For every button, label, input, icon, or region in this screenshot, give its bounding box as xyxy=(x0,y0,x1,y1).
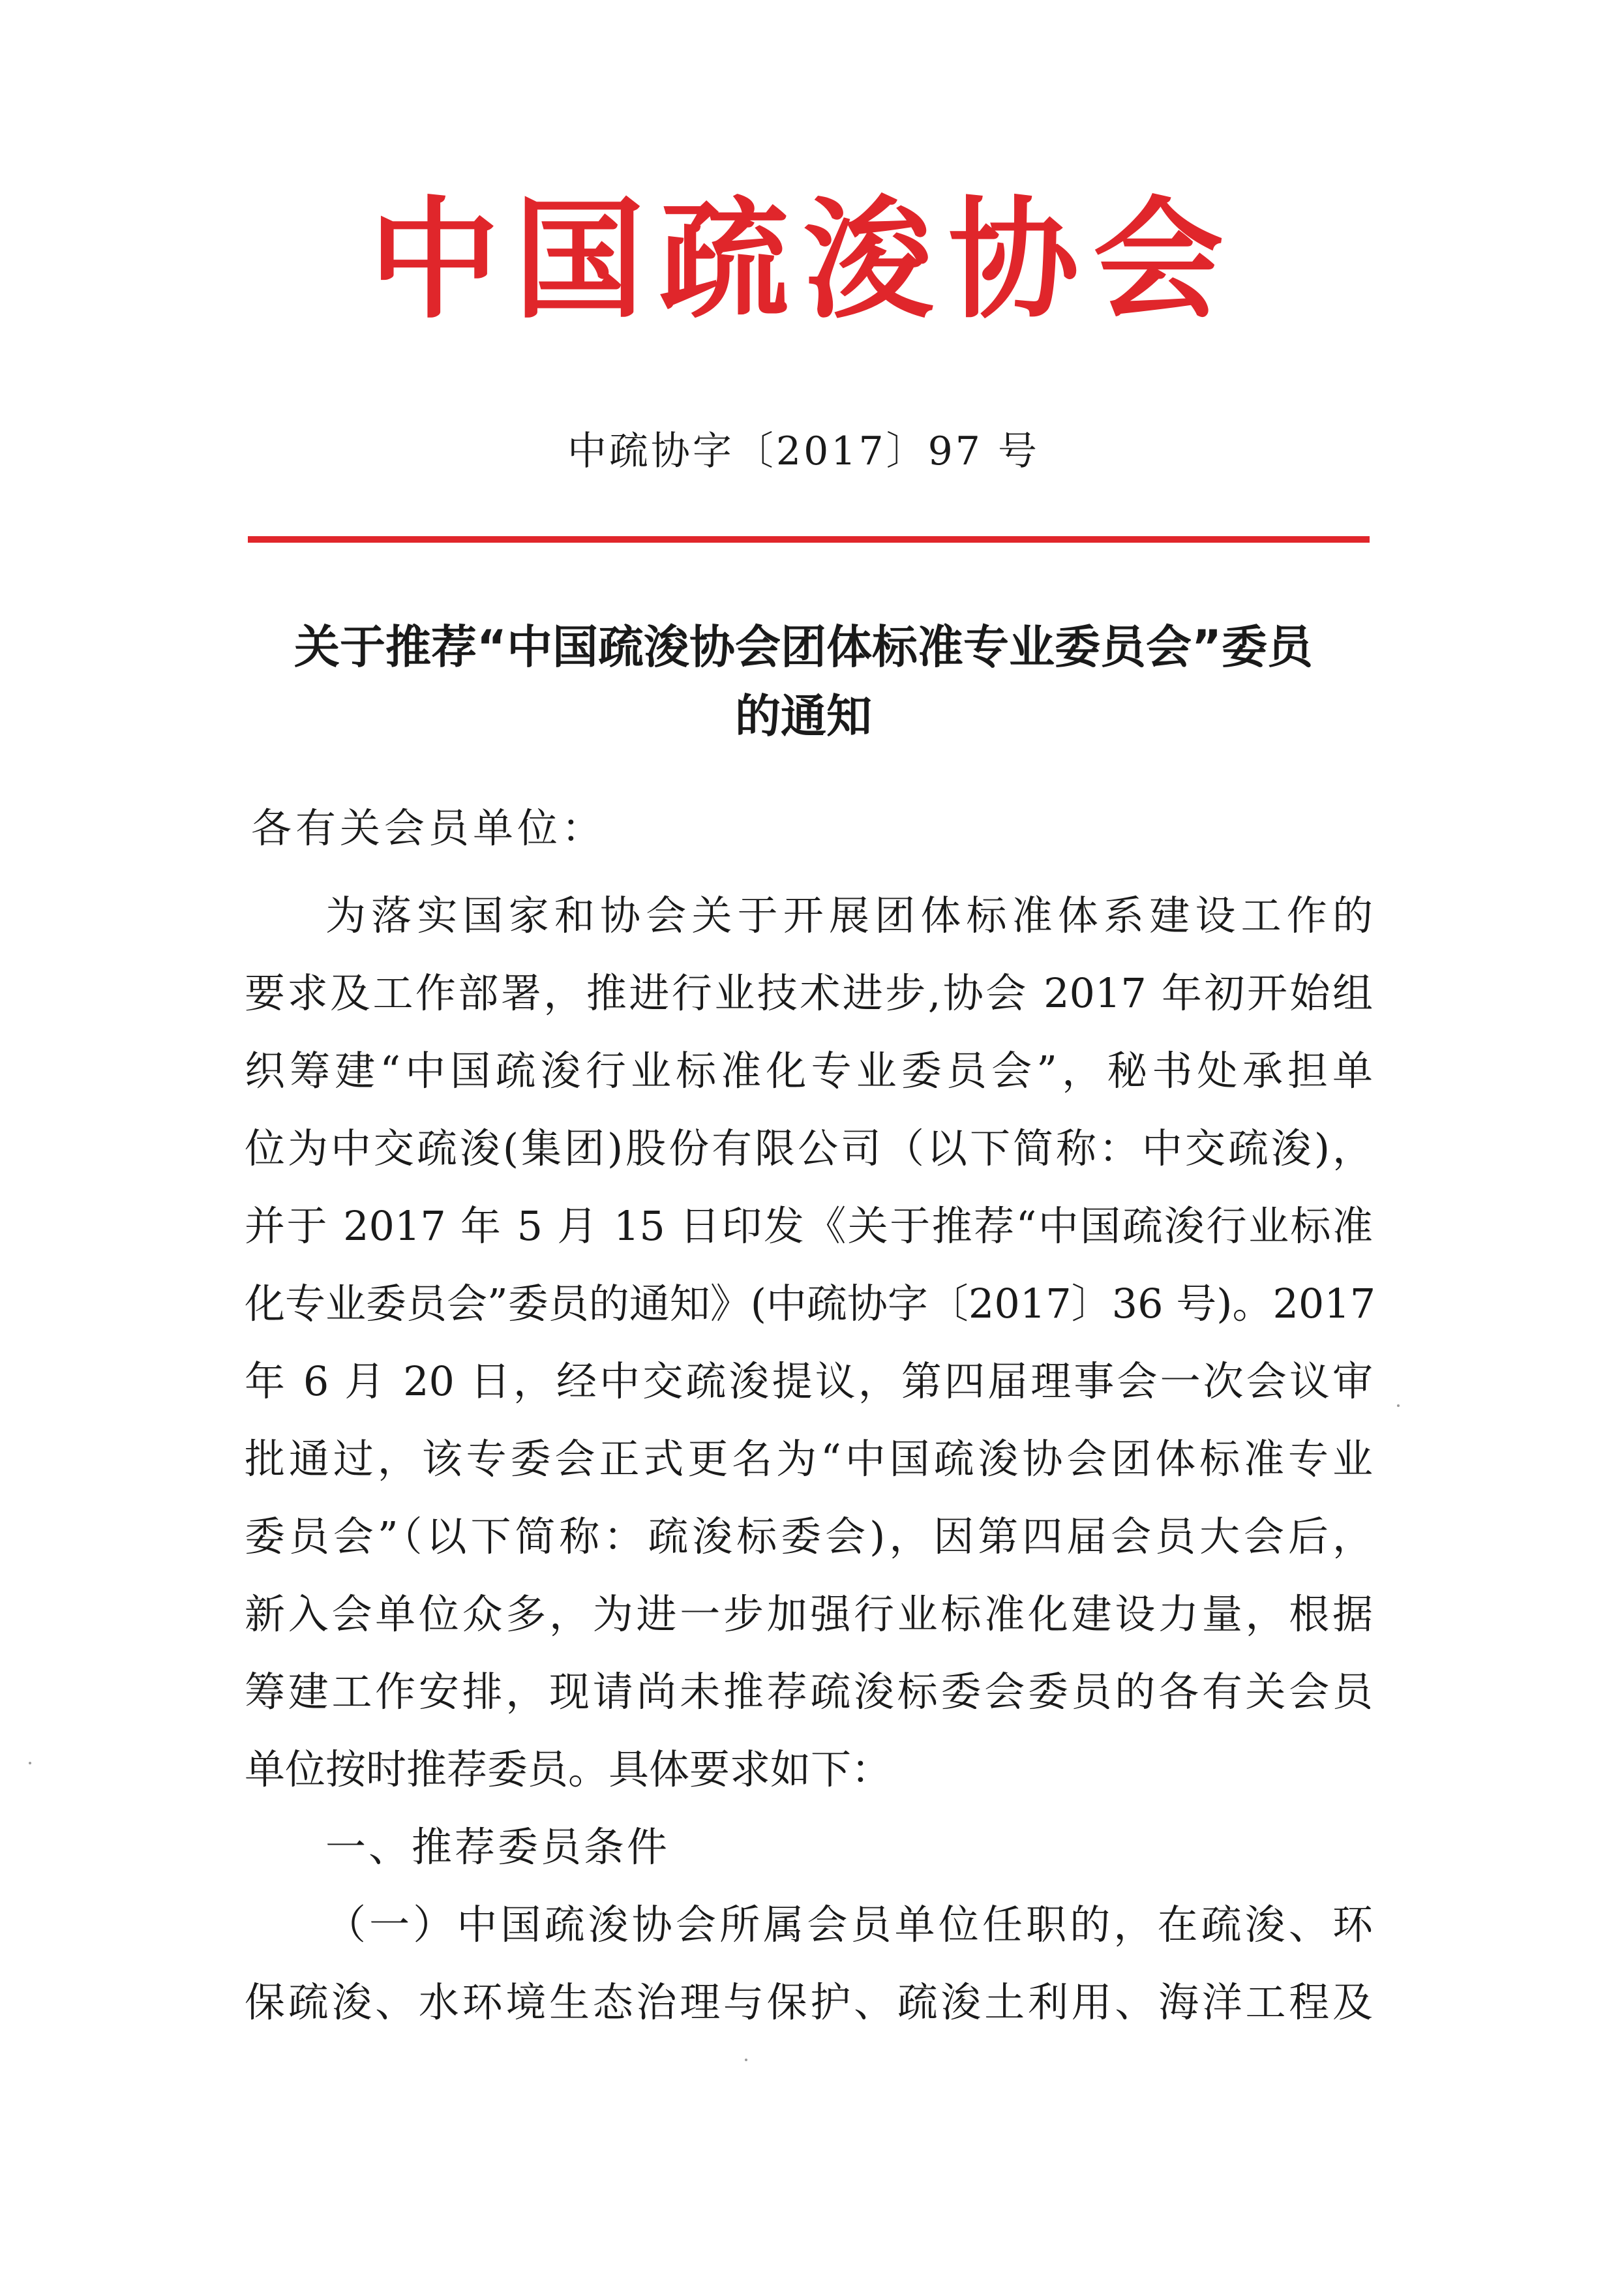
section-heading-nomination-criteria: 一、推荐委员条件 xyxy=(325,1823,670,1871)
paragraph-line: 年 6 月 20 日，经中交疏浚提议，第四届理事会一次会议审 xyxy=(245,1357,1373,1405)
paragraph-line: 筹建工作安排，现请尚未推荐疏浚标委会委员的各有关会员 xyxy=(245,1668,1373,1715)
paragraph-line: 化专业委员会”委员的通知》(中疏协字〔2017〕36 号)。2017 xyxy=(245,1280,1376,1327)
notice-title-line-1: 关于推荐“中国疏浚协会团体标准专业委员会”委员 xyxy=(293,620,1313,674)
red-divider-line xyxy=(248,536,1370,543)
scan-speck xyxy=(745,2059,747,2061)
paragraph-line: 要求及工作部署，推进行业技术进步,协会 2017 年初开始组 xyxy=(245,969,1373,1017)
paragraph-line: 为落实国家和协会关于开展团体标准体系建设工作的 xyxy=(325,892,1373,939)
letter-body xyxy=(245,877,1376,2041)
letterhead-org-name: 中国疏浚协会 xyxy=(368,185,1238,337)
notice-title-line-2: 的通知 xyxy=(735,689,872,743)
paragraph-line: （一）中国疏浚协会所属会员单位任职的，在疏浚、环 xyxy=(325,1901,1373,1948)
paragraph-line: 批通过，该专委会正式更名为“中国疏浚协会团体标准专业 xyxy=(245,1435,1373,1483)
salutation: 各有关会员单位： xyxy=(251,804,607,852)
paragraph-line: 新入会单位众多，为进一步加强行业标准化建设力量，根据 xyxy=(245,1590,1373,1638)
paragraph-line: 单位按时推荐委员。具体要求如下： xyxy=(245,1745,892,1793)
document-number: 中疏协字〔2017〕97 号 xyxy=(567,429,1040,474)
scan-speck xyxy=(1397,1404,1400,1407)
paragraph-intro xyxy=(245,877,1376,1808)
scan-speck xyxy=(29,1762,31,1764)
paragraph-line: 保疏浚、水环境生态治理与保护、疏浚土利用、海洋工程及 xyxy=(245,1978,1373,2026)
paragraph-line: 并于 2017 年 5 月 15 日印发《关于推荐“中国疏浚行业标准 xyxy=(245,1202,1373,1250)
paragraph-item-1 xyxy=(245,1886,1373,2041)
paragraph-line: 织筹建“中国疏浚行业标准化专业委员会”，秘书处承担单 xyxy=(245,1047,1373,1095)
paragraph-line: 委员会”（以下简称：疏浚标委会)，因第四届会员大会后， xyxy=(245,1513,1373,1560)
paragraph-line: 位为中交疏浚(集团)股份有限公司（以下简称：中交疏浚)， xyxy=(245,1125,1373,1172)
